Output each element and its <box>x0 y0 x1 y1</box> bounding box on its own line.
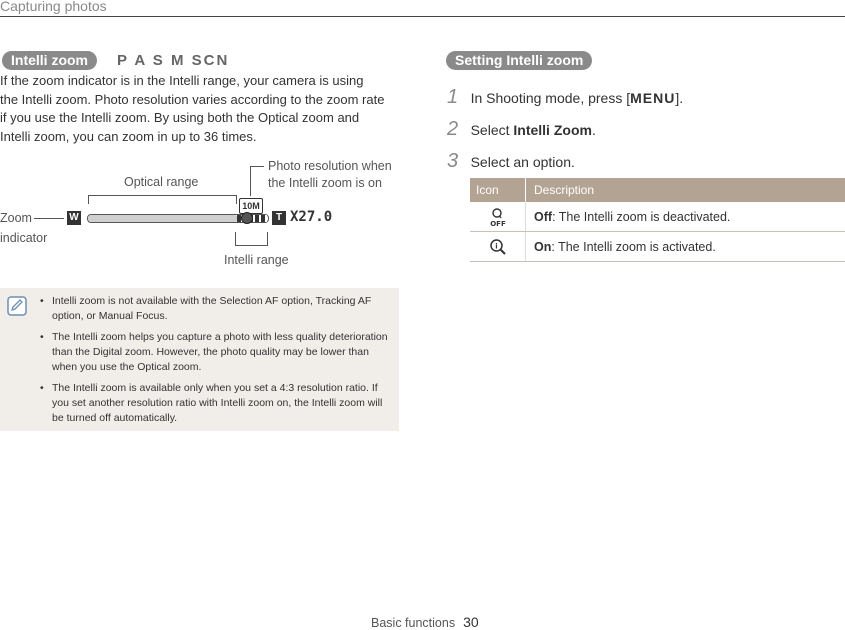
option-term: Off <box>534 209 553 224</box>
option-term: On <box>534 239 552 254</box>
table-header <box>470 178 845 202</box>
footer-label: Basic functions <box>371 616 456 630</box>
step-text-bold: Intelli Zoom <box>513 122 592 138</box>
indicator-label: indicator <box>0 231 48 245</box>
optical-range-label: Optical range <box>124 175 199 189</box>
step-text <box>471 122 596 138</box>
zoom-value: X27.0 <box>290 209 333 225</box>
wide-icon-label: W <box>69 212 79 223</box>
resolution-icon-label: 10M <box>242 201 260 211</box>
note-item: • Intelli zoom is not available with the Selection AF option, Tracking AF option, or Manual Focus. <box>34 294 390 324</box>
intelli-zoom-on-icon <box>470 232 526 261</box>
table-row <box>470 202 845 232</box>
option-desc: : The Intelli zoom is deactivated. <box>552 209 731 224</box>
page-footer <box>371 614 479 630</box>
step-number: 2 <box>447 118 459 140</box>
note-pencil-icon <box>7 296 27 316</box>
zoom-label: Zoom <box>0 211 32 225</box>
tele-icon-label: T <box>275 212 283 223</box>
intelli-zoom-off-icon <box>470 202 526 231</box>
optical-range-bracket-left <box>88 195 89 204</box>
option-desc: : The Intelli zoom is activated. <box>551 239 716 254</box>
zoom-indicator-diagram <box>0 150 400 280</box>
note-item: • The Intelli zoom helps you capture a photo with less quality deterioration than the Digital zoom. However, the photo quality may be lower than when you use the Optical zoom. <box>34 330 390 375</box>
note-item: • The Intelli zoom is available only when you set a 4:3 resolution ratio. If you set another resolution ratio with Intelli zoom on, the Intelli zoom will be turned off automatically. <box>34 381 390 426</box>
section-title-intelli-zoom: Intelli zoom <box>2 51 97 70</box>
step-1 <box>447 86 683 109</box>
photo-resolution-label-2: the Intelli zoom is on <box>268 176 382 190</box>
intelli-range-bracket <box>235 245 268 246</box>
zoom-bar-fill <box>88 215 238 222</box>
step-2 <box>447 118 596 141</box>
optical-range-bracket <box>88 195 236 196</box>
table-row <box>470 232 845 262</box>
tele-icon <box>272 211 286 225</box>
photo-res-leader-v <box>250 166 251 196</box>
step-3 <box>447 150 575 173</box>
options-table <box>470 178 845 262</box>
intelli-range-bracket-left <box>235 232 236 246</box>
step-text-pre: Select <box>470 122 514 138</box>
svg-text:i: i <box>494 242 498 250</box>
menu-key: MENU <box>630 90 676 106</box>
page-header-title: Capturing photos <box>0 0 107 14</box>
photo-res-leader-h <box>250 166 264 167</box>
table-header-icon: Icon <box>470 178 526 202</box>
step-number: 3 <box>447 150 459 172</box>
step-text: Select an option. <box>470 154 575 170</box>
shooting-modes: P A S M SCN <box>117 52 230 69</box>
table-header-description: Description <box>534 183 595 197</box>
zoom-marker <box>241 212 253 224</box>
header-divider <box>0 16 845 17</box>
option-on-description <box>526 240 716 254</box>
page-number: 30 <box>463 614 479 630</box>
step-text-post: ]. <box>675 90 684 106</box>
note-list <box>34 294 390 432</box>
photo-resolution-label-1: Photo resolution when <box>268 159 392 173</box>
zoom-indicator-leader <box>34 218 64 219</box>
optical-range-bracket-right <box>236 195 237 204</box>
step-number: 1 <box>447 86 459 108</box>
svg-text:OFF: OFF <box>489 219 506 227</box>
option-off-description <box>526 210 730 224</box>
step-text <box>471 90 684 106</box>
wide-icon <box>67 211 81 225</box>
step-text-pre: In Shooting mode, press [ <box>470 90 631 106</box>
intelli-range-bracket-right <box>267 232 268 246</box>
intro-paragraph: If the zoom indicator is in the Intelli range, your camera is using the Intelli zoom. Photo resolution varies according to the zoom rate if you use the Intelli zoom. By using both the Optical zoom and Intelli zoom, you can zoom in up to 36 times. <box>0 73 385 144</box>
step-text-post: . <box>591 122 596 138</box>
section-title-setting-intelli-zoom: Setting Intelli zoom <box>446 51 592 70</box>
resolution-icon <box>239 198 263 214</box>
intelli-range-label: Intelli range <box>224 253 289 267</box>
